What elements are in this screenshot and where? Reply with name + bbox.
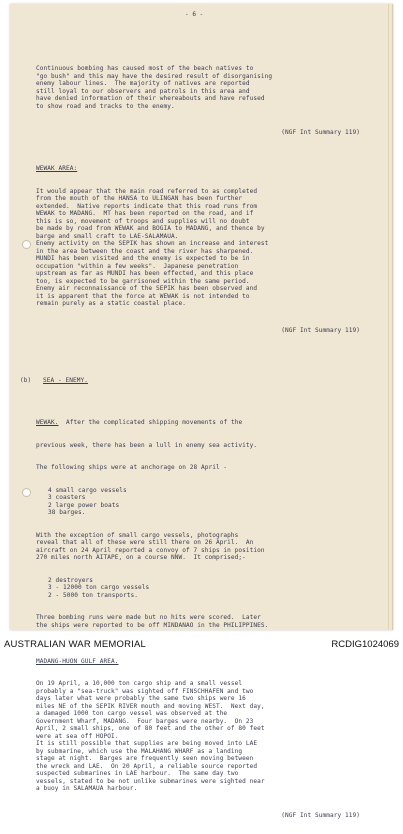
ship-list-item: 4 small cargo vessels — [48, 486, 127, 494]
convoy-list-item: 2 - 5000 ton transports. — [48, 591, 138, 599]
madang-source: (NGF Int Summary 119) — [281, 811, 360, 819]
wewak-line: WEWAK to MADANG. MT has been reported on the road, and if — [36, 210, 254, 217]
sea-line: reveal that all of these were still there on 26 April. An — [36, 539, 254, 546]
madang-line: the wreck and LAE. On 20 April, a reliable source reported — [36, 762, 258, 770]
sea-line: the ships were reported to be off MINDANAO in the PHILIPPINES. — [36, 621, 269, 629]
sea-line: Three bombing runs were made but no hits were scored. Later — [36, 614, 261, 621]
archive-footer — [0, 634, 403, 654]
wewak-line: it is apparent that the force at WEWAK is not intended to — [36, 292, 250, 300]
intro-line: have denied information of their whereabouts and have refused — [36, 95, 265, 102]
wewak-line: Enemy air reconnaissance of the SEPIK has been observed and — [36, 285, 258, 292]
convoy-list-item: 3 - 12000 ton cargo vessels — [48, 584, 150, 591]
sea-line: The following ships were at anchorage on 28 April - — [36, 464, 228, 471]
intro-paragraph — [36, 65, 386, 110]
wewak-line: this is so, movement of troops and supplies will no doubt — [36, 217, 250, 225]
punch-hole — [22, 488, 31, 497]
wewak-line: too, is expected to be garrisoned within the same period. — [36, 277, 250, 285]
sea-line: previous week, there has been a lull in enemy sea activity. — [36, 441, 258, 449]
page-number: - 6 - — [185, 11, 204, 18]
sea-subheading: WEWAK. — [36, 419, 59, 426]
intro-line: to show road and tracks to the enemy. — [36, 102, 175, 110]
convoy-list — [36, 577, 386, 600]
sea-heading-line — [20, 376, 386, 385]
wewak-line: in the area between the coast and the river has sharpened. — [36, 247, 254, 255]
intro-line: Continuous bombing has caused most of the beach natives to — [36, 65, 254, 72]
wewak-source: (NGF Int Summary 119) — [281, 326, 360, 334]
sea-first-line — [36, 419, 386, 427]
wewak-line: occupation "within a few weeks". Japanese penetration — [36, 262, 239, 270]
footer-institution: AUSTRALIAN WAR MEMORIAL — [4, 639, 147, 650]
sea-paragraph-3 — [36, 614, 386, 629]
madang-line: vessels, stated to be not unlike submarines were sighted near — [36, 777, 265, 785]
wewak-line: remain purely as a static coastal place. — [36, 300, 186, 307]
madang-line: probably a "sea-truck" was sighted off FINSCHHAFEN and two — [36, 687, 254, 695]
madang-line: were at sea off HOPOI. — [36, 732, 119, 740]
intro-source: (NGF Int Summary 119) — [281, 129, 360, 136]
sea-line: 270 miles north AITAPE, on a course NNW. It comprised;- — [36, 554, 246, 561]
intro-line: "go bush" and this may have the desired result of disorganising — [36, 72, 273, 80]
wewak-heading: WEWAK AREA: — [36, 165, 78, 172]
wewak-paragraph — [36, 188, 386, 308]
ship-list-item: 2 large power boats — [48, 501, 120, 509]
intro-line: still loyal to our observers and patrols in this area and — [36, 87, 250, 95]
page-fold-line — [388, 4, 389, 630]
document-body — [20, 50, 386, 834]
ship-list-item: 3 coasters — [48, 494, 86, 501]
madang-line: On 19 April, a 10,000 ton cargo ship and a small vessel — [36, 680, 243, 687]
wewak-line: It would appear that the main road referred to as completed — [36, 187, 258, 195]
madang-paragraph — [36, 680, 386, 793]
madang-line: suspected submarines in LAE harbour. The same day two — [36, 770, 239, 777]
sea-label: (b) — [20, 376, 32, 384]
madang-line: It is still possible that supplies are being moved into LAE — [36, 740, 258, 747]
wewak-line: upstream as far as MUNDI has been effected, and this place — [36, 270, 254, 277]
wewak-line: Enemy activity on the SEPIK has shown an increase and interest — [36, 240, 269, 247]
punch-hole — [22, 240, 31, 249]
madang-line: a damaged 1000 ton cargo vessel was observed at the — [36, 710, 228, 717]
sea-ship-list — [36, 487, 386, 517]
madang-heading: MADANG-HUON GULF AREA. — [36, 657, 119, 665]
wewak-line: from the mouth of the HANSA to ULINGAN has been further — [36, 195, 243, 202]
madang-line: Government Wharf, MADANG. Four barges were nearby. On 23 — [36, 717, 254, 725]
wewak-line: be made by road from WEWAK and BOGIA to MADANG, and thence by — [36, 225, 265, 232]
wewak-line: extended. Native reports indicate that this road runs from — [36, 202, 258, 210]
madang-line: by submarine, which use the MALAHANG WHARF as a landing — [36, 747, 243, 755]
madang-line: stage at night. Barges are frequently seen moving between — [36, 755, 254, 762]
convoy-list-item: 2 destroyers — [48, 576, 93, 584]
footer-record-id: RCDIG1024069 — [331, 639, 399, 650]
sea-line: aircraft on 24 April reported a convoy of 7 ships in position — [36, 546, 265, 554]
wewak-line: barge and small craft to LAE-SALAMAUA. — [36, 232, 179, 240]
wewak-line: MUNDI has been visited and the enemy is expected to be in — [36, 255, 250, 262]
madang-line: miles NE of the SEPIK RIVER mouth and moving WEST. Next day, — [36, 702, 265, 710]
sea-first-line-text: After the complicated shipping movements of the — [58, 419, 243, 426]
sea-paragraph-2 — [36, 532, 386, 562]
sea-line: With the exception of small cargo vessels, photographs — [36, 531, 239, 539]
ship-list-item: 38 barges. — [48, 509, 86, 516]
madang-line: April, 2 small ships, one of 80 feet and the other of 80 feet — [36, 725, 265, 732]
sea-heading: SEA - ENEMY. — [43, 376, 88, 384]
madang-line: a buoy in SALAMAUA harbour. — [36, 785, 138, 792]
madang-line: days later what were probably the same two ships were 16 — [36, 695, 246, 702]
intro-line: enemy labour lines. The majority of natives are reported — [36, 80, 250, 87]
